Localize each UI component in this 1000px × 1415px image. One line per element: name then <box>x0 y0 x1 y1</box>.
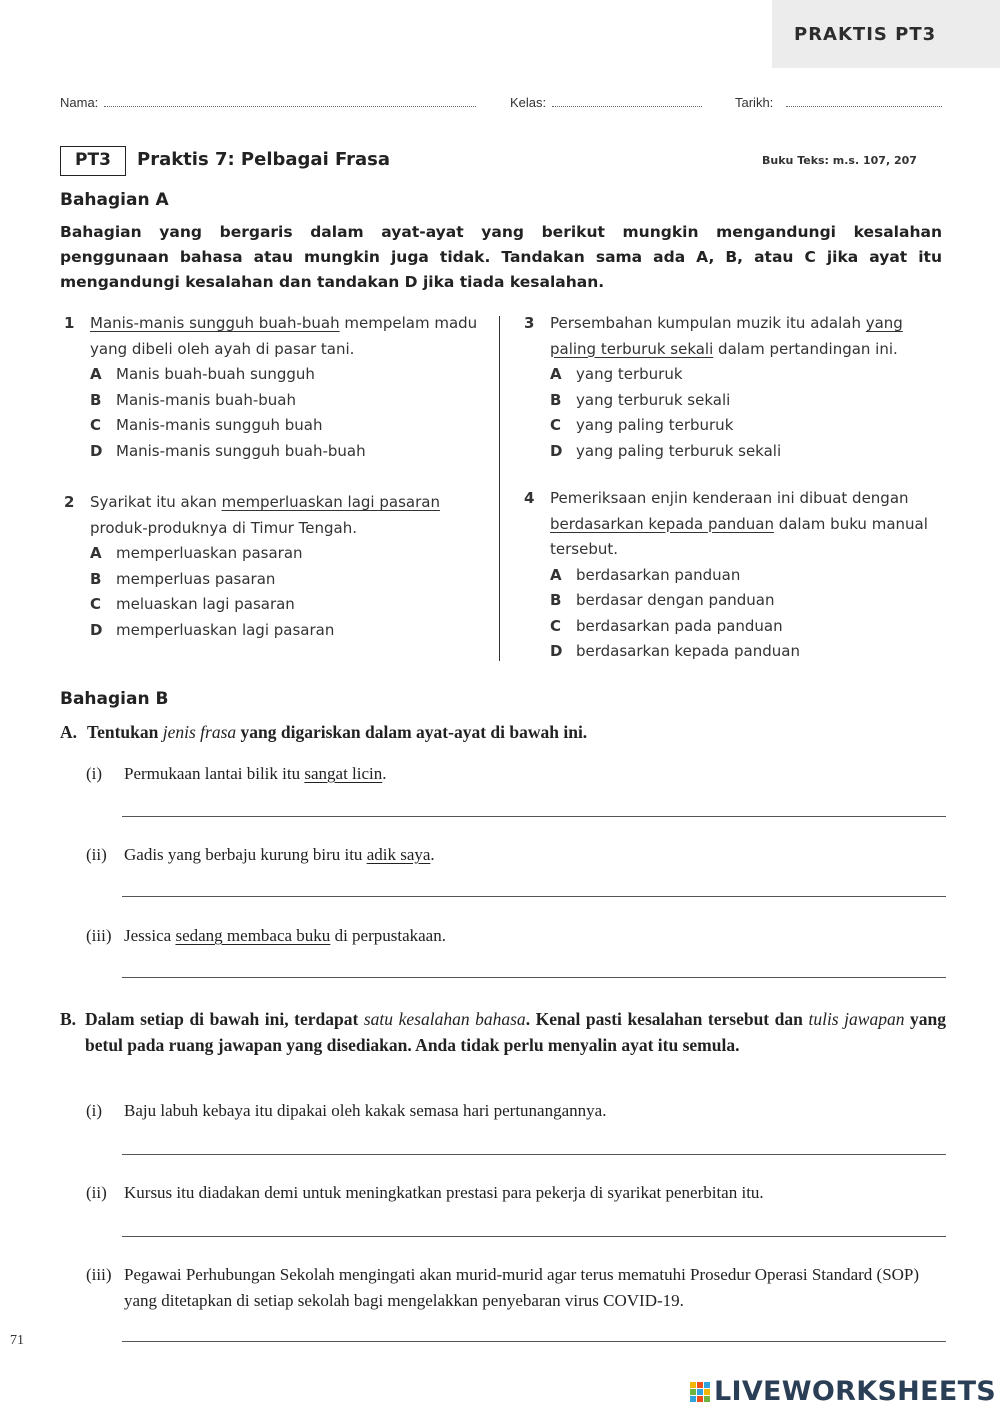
instruction-emphasis: tulis jawapan <box>808 1009 905 1029</box>
option-a[interactable] <box>90 541 488 567</box>
item-text: Gadis yang berbaju kurung biru itu <box>124 845 367 864</box>
question-stem <box>550 311 942 362</box>
option-text: Manis-manis sungguh buah <box>116 416 323 434</box>
option-text: memperluaskan lagi pasaran <box>116 620 335 639</box>
answer-line-b-ii[interactable] <box>122 1236 946 1237</box>
option-text: berdasar dengan panduan <box>576 591 775 609</box>
option-a[interactable] <box>90 362 484 388</box>
part-a-label: A. <box>60 722 78 742</box>
option-text: meluaskan lagi pasaran <box>116 595 295 613</box>
item-text: di perpustakaan. <box>330 926 446 945</box>
option-label: D <box>550 642 563 660</box>
logo-text: LIVEWORKSHEETS <box>714 1376 997 1407</box>
option-label: B <box>90 569 102 588</box>
nama-label: Nama: <box>60 95 99 110</box>
option-label: C <box>550 416 562 434</box>
option-c[interactable] <box>550 413 942 439</box>
instruction-text: . Kenal pasti kesalahan tersebut dan <box>525 1009 809 1029</box>
pt3-box: PT3 <box>60 146 126 176</box>
question-number: 4 <box>524 489 535 507</box>
part-a-instruction <box>60 719 946 745</box>
question-number: 2 <box>64 493 75 511</box>
answer-line-a-iii[interactable] <box>122 977 946 978</box>
option-d[interactable] <box>90 439 484 465</box>
logo-grid-icon <box>690 1382 710 1402</box>
option-label: B <box>550 390 562 409</box>
option-label: C <box>90 416 102 434</box>
stem-text: Pemeriksaan enjin kenderaan ini dibuat dengan <box>550 489 909 507</box>
question-4 <box>524 486 942 665</box>
stem-text: mempelam madu yang dibeli oleh ayah di pasar tani. <box>90 314 478 358</box>
question-3 <box>524 311 942 464</box>
option-label: C <box>550 616 562 635</box>
option-text: yang paling terburuk <box>576 416 734 434</box>
option-text: memperluaskan pasaran <box>116 544 303 562</box>
item-text: . <box>382 764 387 783</box>
question-stem <box>90 311 484 362</box>
question-1 <box>64 311 484 464</box>
option-a[interactable] <box>550 362 942 388</box>
underlined-phrase: yang paling terburuk sekali <box>550 314 903 358</box>
item-text: Pegawai Perhubungan Sekolah mengingati akan murid-murid agar terus mematuhi Prosedur Operasi Standard (SOP) yang ditetapkan di setiap sekolah bagi mengelakkan penyebaran virus COVID-19. <box>124 1265 920 1310</box>
option-label: D <box>90 441 103 460</box>
praktis-tag-text: PRAKTIS PT3 <box>794 24 937 45</box>
item-text: Permukaan lantai bilik itu <box>124 764 305 783</box>
question-number: 1 <box>64 314 75 332</box>
underlined-phrase: berdasarkan kepada panduan <box>550 514 774 533</box>
item-text: Kursus itu diadakan demi untuk meningkatkan prestasi para pekerja di syarikat penerbitan itu. <box>124 1183 764 1202</box>
kelas-field[interactable] <box>552 106 702 107</box>
option-a[interactable] <box>550 563 942 589</box>
item-numeral: (ii) <box>86 845 107 864</box>
option-text: Manis buah-buah sungguh <box>116 365 315 383</box>
stem-text: Syarikat itu akan <box>90 493 222 511</box>
answer-line-b-iii[interactable] <box>122 1341 946 1342</box>
underlined-phrase: Manis-manis sungguh buah-buah <box>90 314 340 332</box>
underlined-phrase: memperluaskan lagi pasaran <box>221 493 440 511</box>
option-label: D <box>550 441 563 460</box>
tarikh-label: Tarikh: <box>735 95 774 110</box>
option-c[interactable] <box>90 592 488 618</box>
option-text: yang paling terburuk sekali <box>576 441 782 460</box>
option-text: yang terburuk <box>576 365 683 383</box>
option-label: A <box>90 365 102 383</box>
item-numeral: (iii) <box>86 1265 112 1284</box>
option-b[interactable] <box>90 567 488 593</box>
instruction-emphasis: satu kesalahan bahasa <box>363 1009 526 1029</box>
item-text: Jessica <box>124 926 176 945</box>
option-label: D <box>90 620 103 639</box>
option-b[interactable] <box>90 388 484 414</box>
option-d[interactable] <box>550 439 942 465</box>
nama-field[interactable] <box>104 106 476 107</box>
option-text: yang terburuk sekali <box>576 390 731 409</box>
option-label: A <box>550 565 562 584</box>
item-text: . <box>430 845 435 864</box>
section-a-heading: Bahagian A <box>60 190 169 210</box>
liveworksheets-logo[interactable] <box>690 1376 996 1407</box>
item-numeral: (ii) <box>86 1183 107 1202</box>
question-2 <box>64 490 488 643</box>
option-d[interactable] <box>550 639 942 665</box>
page-number: 71 <box>10 1333 24 1348</box>
option-text: memperluas pasaran <box>116 569 276 588</box>
part-b-instruction <box>60 1006 946 1058</box>
instruction-text: Dalam setiap di bawah ini, terdapat <box>85 1009 364 1029</box>
item-numeral: (i) <box>86 1101 103 1120</box>
answer-line-a-ii[interactable] <box>122 896 946 897</box>
option-label: A <box>90 544 102 562</box>
answer-line-b-i[interactable] <box>122 1154 946 1155</box>
underlined-phrase: sedang membaca buku <box>175 926 331 945</box>
stem-text: Persembahan kumpulan muzik itu adalah <box>550 314 866 332</box>
option-label: B <box>90 390 102 409</box>
question-stem <box>550 486 942 563</box>
option-label: A <box>550 365 562 383</box>
instruction-text: yang betul pada ruang jawapan yang disediakan. Anda tidak perlu menyalin ayat itu semula. <box>85 1009 947 1055</box>
instruction-emphasis: jenis frasa <box>162 722 237 742</box>
option-text: berdasarkan panduan <box>576 565 741 584</box>
item-numeral: (i) <box>86 764 103 783</box>
section-a-instruction: Bahagian yang bergaris dalam ayat-ayat yang berikut mungkin mengandungi kesalahan penggunaan bahasa atau mungkin juga tidak. Tandakan sama ada A, B, atau C jika ayat itu mengandungi kesalahan dan tandakan D jika tiada kesalahan. <box>60 223 942 291</box>
textbook-reference: Buku Teks: m.s. 107, 207 <box>762 154 917 167</box>
option-text: berdasarkan kepada panduan <box>576 642 800 660</box>
instruction-text: Tentukan <box>87 722 163 742</box>
option-text: Manis-manis buah-buah <box>116 390 296 409</box>
option-b[interactable] <box>550 388 942 414</box>
question-stem <box>90 490 488 541</box>
stem-text: produk-produknya di Timur Tengah. <box>90 518 357 537</box>
option-c[interactable] <box>90 413 484 439</box>
tarikh-field[interactable] <box>786 106 942 107</box>
instruction-text: yang digariskan dalam ayat-ayat di bawah ini. <box>236 722 588 742</box>
stem-text: dalam buku manual tersebut. <box>550 514 928 558</box>
part-b-label: B. <box>60 1009 77 1029</box>
underlined-phrase: sangat licin <box>304 764 383 783</box>
option-text: Manis-manis sungguh buah-buah <box>116 441 366 460</box>
stem-text: dalam pertandingan ini. <box>713 339 898 358</box>
section-b-heading: Bahagian B <box>60 689 169 709</box>
page-title: Praktis 7: Pelbagai Frasa <box>137 149 391 170</box>
item-numeral: (iii) <box>86 926 112 945</box>
option-text: berdasarkan pada panduan <box>576 616 783 635</box>
praktis-tag <box>772 0 1000 68</box>
underlined-phrase: adik saya <box>366 845 431 864</box>
option-c[interactable] <box>550 614 942 640</box>
answer-line-a-i[interactable] <box>122 816 946 817</box>
option-d[interactable] <box>90 618 488 644</box>
option-label: C <box>90 595 102 613</box>
option-label: B <box>550 591 562 609</box>
question-number: 3 <box>524 314 535 332</box>
option-b[interactable] <box>550 588 942 614</box>
column-divider <box>499 316 500 661</box>
kelas-label: Kelas: <box>510 95 547 110</box>
item-text: Baju labuh kebaya itu dipakai oleh kakak semasa hari pertunangannya. <box>124 1101 607 1120</box>
